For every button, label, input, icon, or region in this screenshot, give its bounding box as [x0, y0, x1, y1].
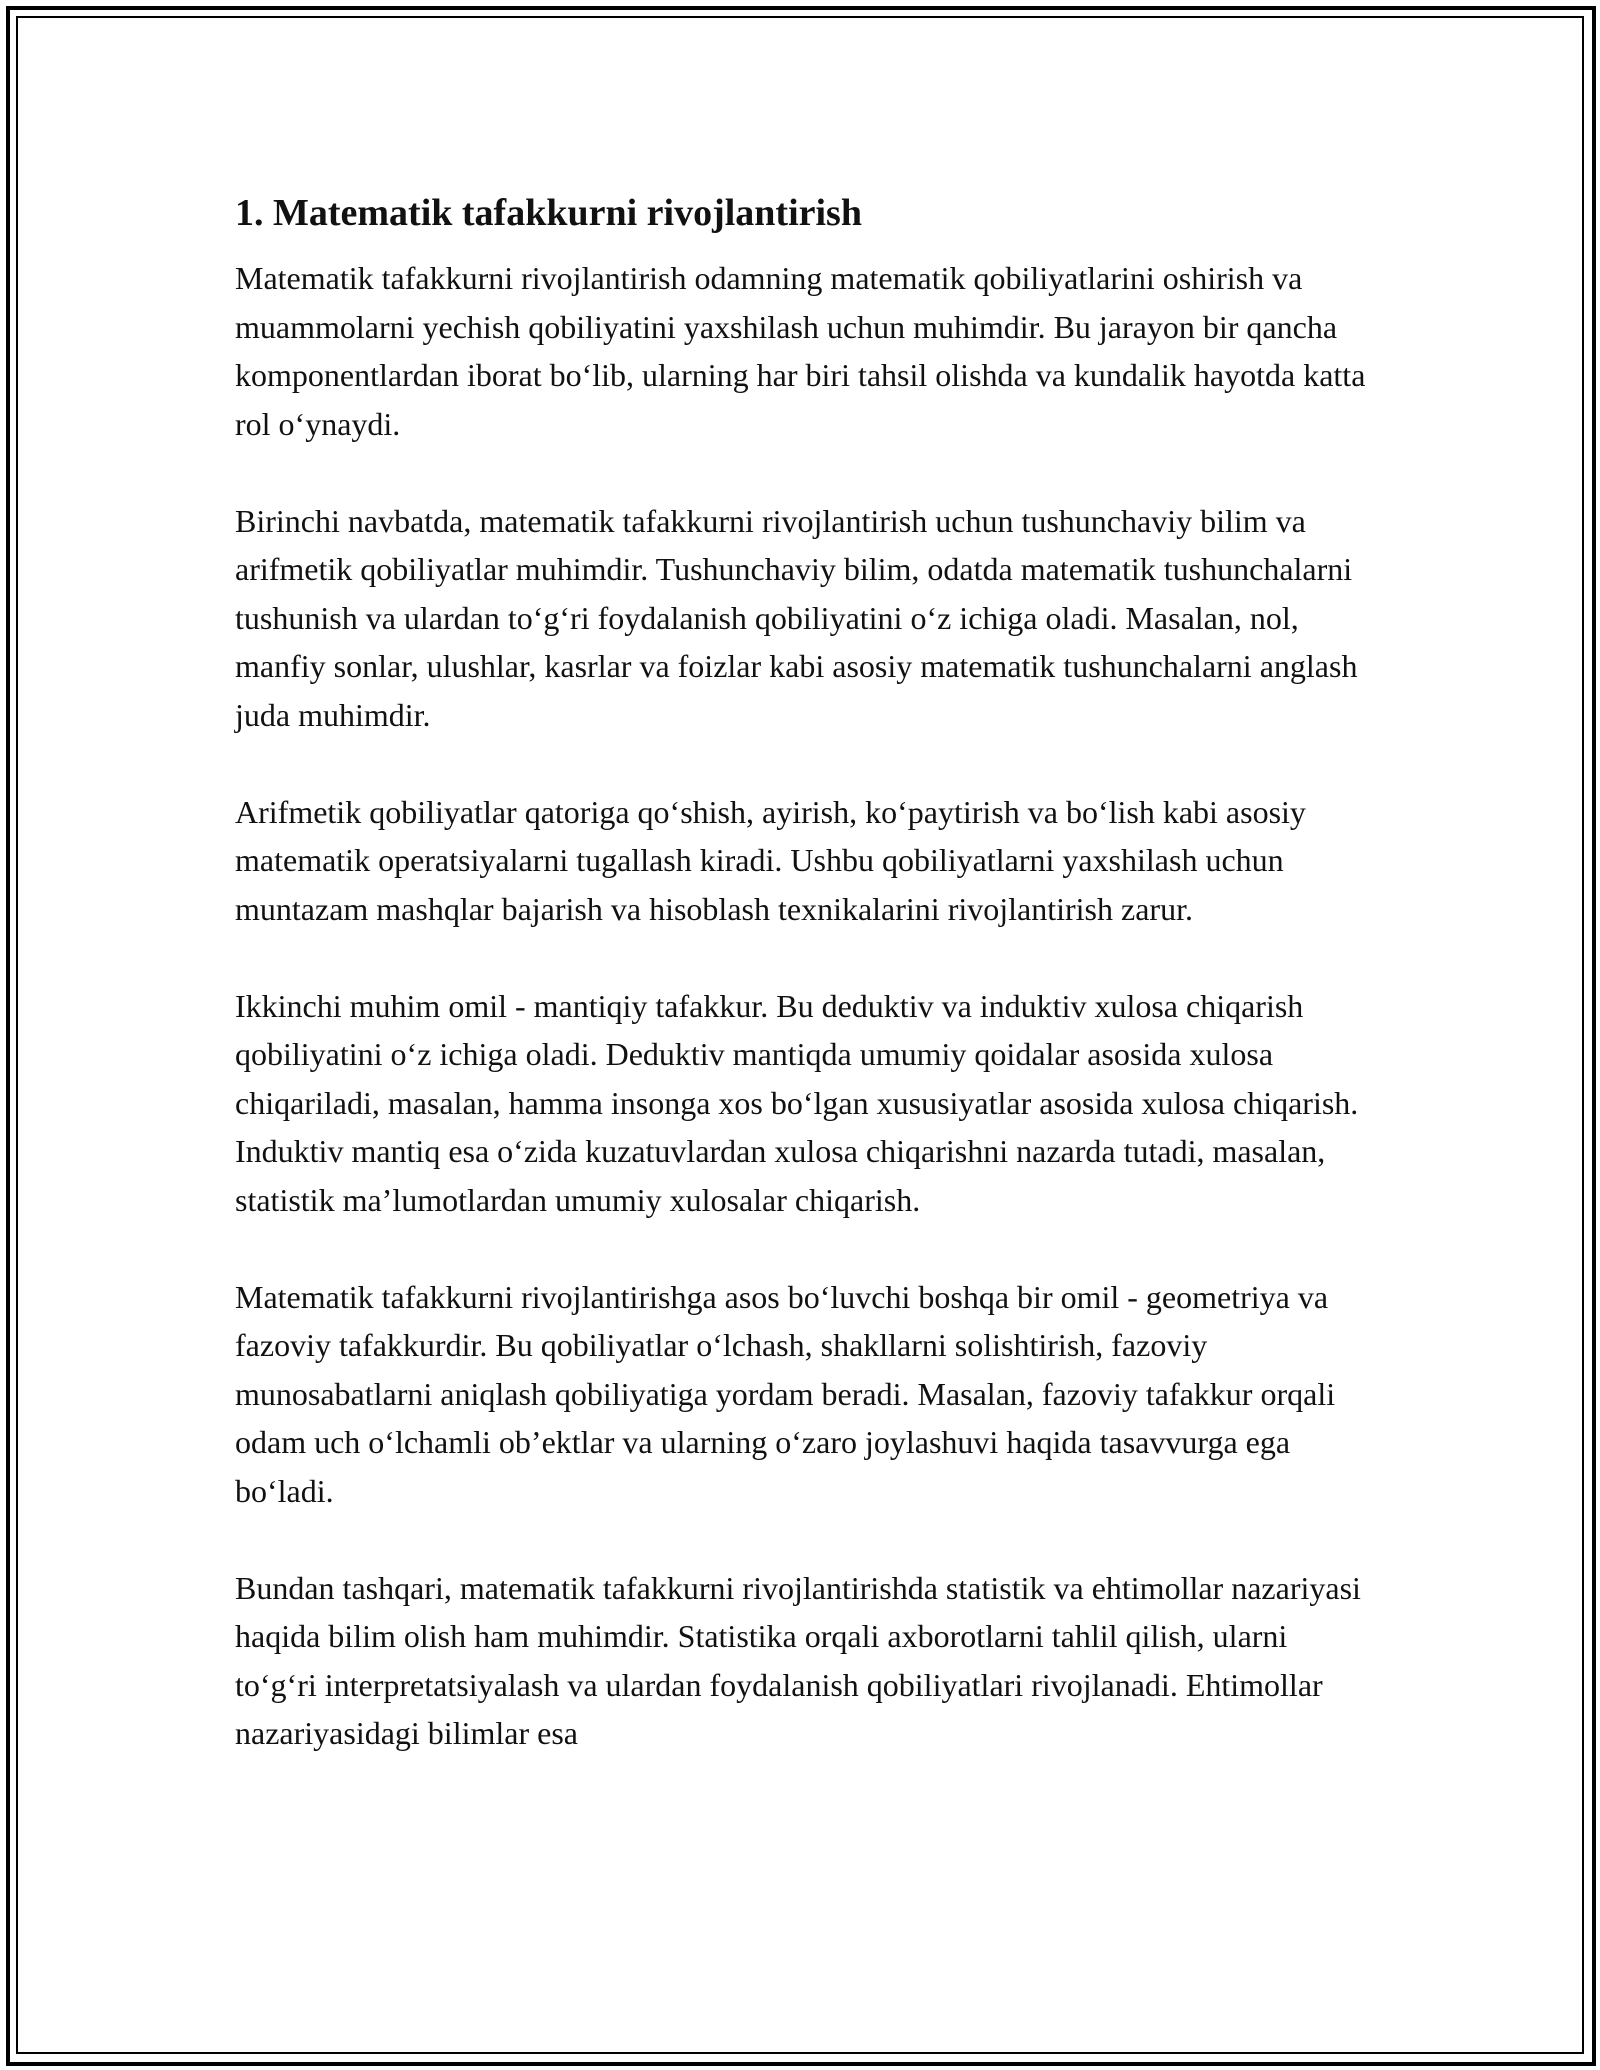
- paragraph-logical-thinking: Ikkinchi muhim omil - mantiqiy tafakkur. Bu deduktiv va induktiv xulosa chiqarish qobiliyatini o‘z ichiga oladi. Deduktiv mantiqda umumiy qoidalar asosida xulosa chiqariladi, masalan, hamma insonga xos bo‘lgan xususiyatlar asosida xulosa chiqarish. Induktiv mantiq esa o‘zida kuzatuvlardan xulosa chiqarishni nazarda tutadi, masalan, statistik ma’lumotlardan umumiy xulosalar chiqarish.: [235, 987, 1359, 1218]
- paragraph-spatial-thinking: Matematik tafakkurni rivojlantirishga asos bo‘luvchi boshqa bir omil - geometriya va fazoviy tafakkurdir. Bu qobiliyatlar o‘lchash, shakllarni solishtirish, fazoviy munosabatlarni aniqlash qobiliyatiga yordam beradi. Masalan, fazoviy tafakkur orqali odam uch o‘lchamli ob’ektlar va ularning o‘zaro joylashuvi haqida tasavvurga ega bo‘ladi.: [235, 1278, 1336, 1509]
- section-heading: 1. Matematik tafakkurni rivojlantirish: [235, 192, 862, 234]
- document-body: [235, 180, 1370, 1806]
- paragraph-arithmetic-skills: Arifmetik qobiliyatlar qatoriga qo‘shish, ayirish, ko‘paytirish va bo‘lish kabi asosiy matematik operatsiyalarni tugallash kiradi. Ushbu qobiliyatlarni yaxshilash uchun muntazam mashqlar bajarish va hisoblash texnikalarini rivojlantirish zarur.: [235, 793, 1306, 927]
- paragraph-intro: Matematik tafakkurni rivojlantirish odamning matematik qobiliyatlarini oshirish va muammolarni yechish qobiliyatini yaxshilash uchun muhimdir. Bu jarayon bir qancha komponentlardan iborat bo‘lib, ularning har biri tahsil olishda va kundalik hayotda katta rol o‘ynaydi.: [235, 260, 1366, 442]
- paragraph-statistics: Bundan tashqari, matematik tafakkurni rivojlantirishda statistik va ehtimollar nazariyasi haqida bilim olish ham muhimdir. Statistika orqali axborotlarni tahlil qilish, ularni to‘g‘ri interpretatsiyalash va ulardan foydalanish qobiliyatlari rivojlanadi. Ehtimollar nazariyasidagi bilimlar esa: [235, 1569, 1361, 1751]
- paragraph-conceptual-knowledge: Birinchi navbatda, matematik tafakkurni rivojlantirish uchun tushunchaviy bilim va arifmetik qobiliyatlar muhimdir. Tushunchaviy bilim, odatda matematik tushunchalarni tushunish va ulardan to‘g‘ri foydalanish qobiliyatini o‘z ichiga oladi. Masalan, nol, manfiy sonlar, ulushlar, kasrlar va foizlar kabi asosiy matematik tushunchalarni anglash juda muhimdir.: [235, 502, 1358, 733]
